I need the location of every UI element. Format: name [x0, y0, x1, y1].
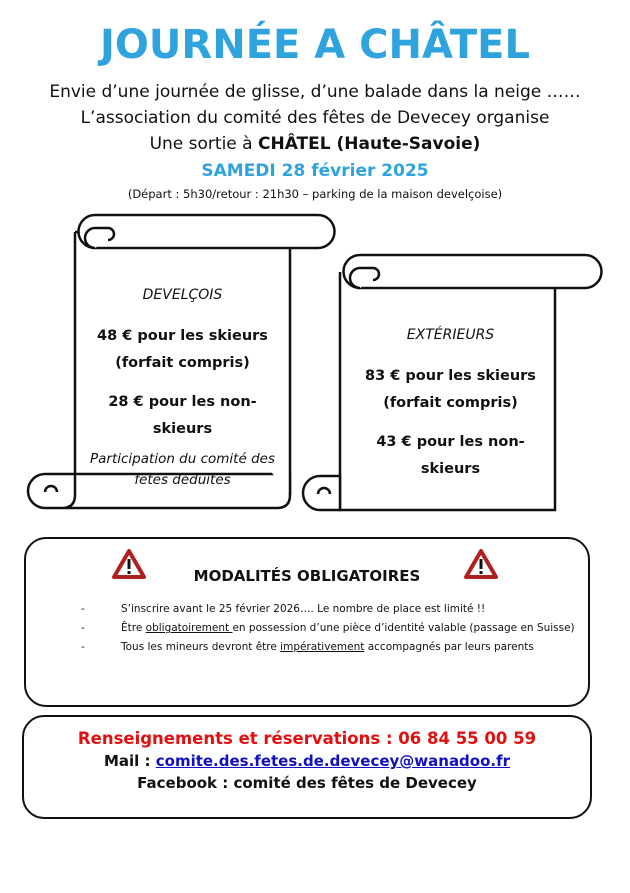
modalites-heading: MODALITÉS OBLIGATOIRES [193, 567, 421, 585]
exterieurs-price-non-skiers: 43 € pour les non-skieurs [376, 434, 525, 477]
departure-details: (Départ : 5h30/retour : 21h30 – parking de la maison develçoise) [127, 187, 503, 201]
list-item [26, 600, 588, 619]
modalites-box [24, 537, 590, 707]
develcois-price-non-skiers: 28 € pour les non-skieurs [108, 394, 257, 437]
item-text: Tous les mineurs devront être [121, 641, 281, 653]
contact-box [22, 715, 592, 819]
mail-label: Mail : [103, 752, 156, 770]
item-emphasis: obligatoirement [145, 622, 233, 634]
develcois-note: Participation du comité des fêtes déduites [90, 451, 275, 488]
intro-prefix: Une sortie à [149, 134, 258, 154]
destination: CHÂTEL (Haute-Savoie) [258, 134, 481, 154]
page-title: JOURNÉE A CHÂTEL [100, 22, 530, 68]
item-text: en possession d’une pièce d’identité valable (passage en Suisse) [232, 622, 575, 634]
mail-link[interactable]: comite.des.fetes.de.devecey@wanadoo.fr [155, 752, 511, 770]
exterieurs-price-skiers: 83 € pour les skieurs (forfait compris) [365, 368, 536, 411]
mail-line [24, 752, 590, 770]
develcois-section [80, 282, 285, 491]
item-text: S’inscrire avant le 25 février 2026…. Le nombre de place est limité !! [121, 603, 486, 615]
exterieurs-section [348, 322, 553, 483]
develcois-heading: DEVELÇOIS [142, 287, 223, 303]
exterieurs-heading: EXTÉRIEURS [406, 327, 495, 343]
item-text: Être [121, 622, 146, 634]
event-date: SAMEDI 28 février 2025 [201, 161, 429, 181]
list-item [26, 638, 588, 657]
list-item [26, 619, 588, 638]
item-text: accompagnés par leurs parents [364, 641, 534, 653]
intro-line-2: L’association du comité des fêtes de Devecey organise [80, 108, 550, 128]
modalites-list [26, 600, 588, 657]
intro-line-1: Envie d’une journée de glisse, d’une balade dans la neige …… [49, 82, 581, 102]
phone-line: Renseignements et réservations : 06 84 55 00 59 [77, 729, 537, 748]
item-emphasis: impérativement [280, 641, 365, 653]
facebook-line: Facebook : comité des fêtes de Devecey [137, 774, 477, 792]
develcois-price-skiers: 48 € pour les skieurs (forfait compris) [97, 328, 268, 371]
